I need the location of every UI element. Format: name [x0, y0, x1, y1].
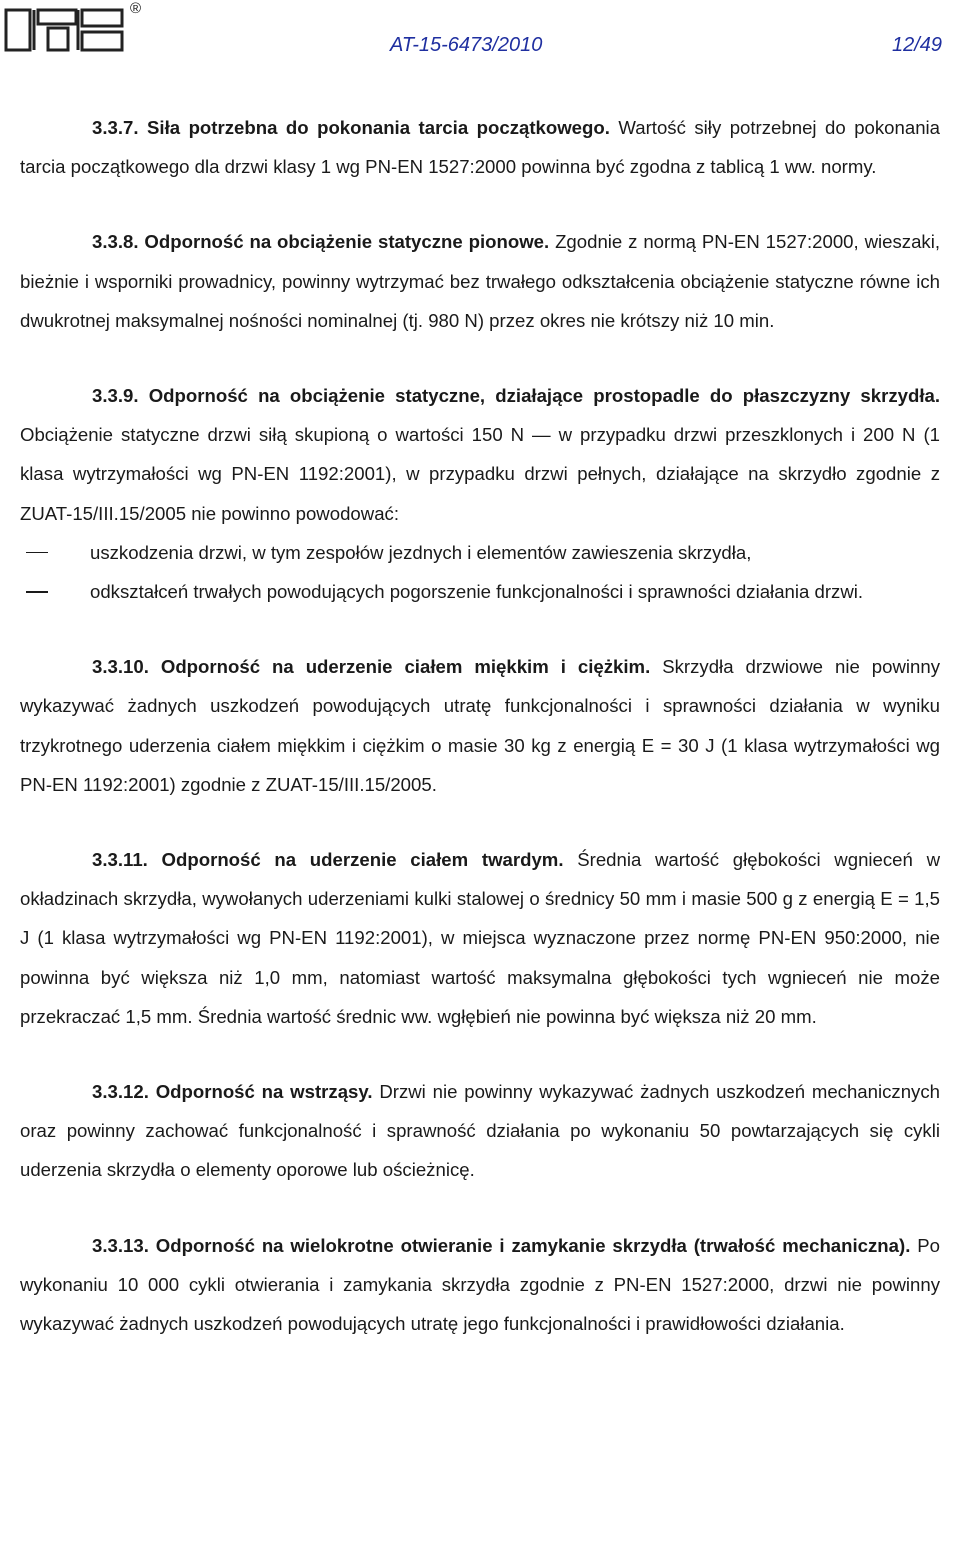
section-3-3-8	[20, 222, 940, 340]
section-title: Odporność na obciążenie statyczne, działające prostopadle do płaszczyzny skrzydła.	[148, 385, 941, 407]
section-number: 3.3.13.	[92, 1234, 149, 1256]
section-title: Siła potrzebna do pokonania tarcia początkowego.	[147, 117, 610, 138]
requirement-list	[20, 533, 940, 611]
section-3-3-9	[20, 376, 940, 533]
section-title: Odporność na wstrząsy.	[155, 1081, 373, 1103]
section-title: Odporność na wielokrotne otwieranie i zamykanie skrzydła (trwałość mechaniczna).	[155, 1234, 911, 1256]
section-title: Odporność na uderzenie ciałem miękkim i ciężkim.	[160, 656, 651, 678]
itb-logo	[4, 4, 126, 56]
list-item	[20, 533, 940, 572]
section-number: 3.3.12.	[92, 1081, 149, 1103]
section-number: 3.3.8.	[92, 231, 139, 253]
section-title: Odporność na uderzenie ciałem twardym.	[161, 849, 564, 871]
section-number: 3.3.10.	[92, 656, 149, 678]
section-text: Zgodnie z normą PN-EN 1527:2000, wieszaki, bieżnie i wsporniki prowadnicy, powinny wytrzymać bez trwałego odkształcenia obciążenie statyczne równe ich dwukrotnej maksymalnej nośności nominalnej (tj. 980 N) przez okres nie krótszy niż 10 min.	[20, 231, 940, 331]
section-text: Obciążenie statyczne drzwi siłą skupioną o wartości 150 N — w przypadku drzwi przeszklonych i 200 N (1 klasa wytrzymałości wg PN-EN 1192:2001), w przypadku drzwi pełnych, działające na skrzydło zgodnie z ZUAT-15/III.15/2005 nie powinno powodować:	[20, 424, 940, 524]
section-text: Wartość siły potrzebnej do pokonania tarcia początkowego dla drzwi klasy 1 wg PN-EN 1527:2000 powinna być zgodna z tablicą 1 ww. normy.	[20, 117, 941, 178]
section-text: Drzwi nie powinny wykazywać żadnych uszkodzeń mechanicznych oraz powinny zachować funkcjonalność i sprawność działania po wykonaniu 50 powtarzających się cykli uderzenia skrzydła o elementy oporowe lub ościeżnicę.	[20, 1081, 940, 1181]
list-item-text: uszkodzenia drzwi, w tym zespołów jezdnych i elementów zawieszenia skrzydła,	[90, 541, 752, 563]
section-3-3-13	[20, 1226, 940, 1344]
document-body	[20, 108, 940, 1343]
list-item-text: odkształceń trwałych powodujących pogorszenie funkcjonalności i sprawności działania drzwi.	[90, 581, 864, 603]
page-number: 12/49	[892, 34, 943, 56]
section-number: 3.3.9.	[92, 385, 139, 407]
section-3-3-10	[20, 647, 940, 804]
section-number: 3.3.7.	[92, 117, 139, 138]
section-number: 3.3.11.	[92, 849, 148, 871]
section-text: Po wykonaniu 10 000 cykli otwierania i zamykania skrzydła zgodnie z PN-EN 1527:2000, drzwi nie powinny wykazywać żadnych uszkodzeń powodujących utratę jego funkcjonalności i prawidłowości działania.	[20, 1234, 940, 1335]
section-3-3-12	[20, 1072, 940, 1190]
section-title: Odporność na obciążenie statyczne pionowe.	[144, 231, 550, 253]
section-3-3-7	[20, 108, 940, 186]
list-item	[20, 572, 940, 611]
page-header	[0, 0, 960, 70]
document-id: AT-15-6473/2010	[390, 34, 543, 56]
registered-mark: ®	[130, 0, 142, 17]
section-text: Skrzydła drzwiowe nie powinny wykazywać żadnych uszkodzeń powodujących utratę funkcjonalności i sprawności działania w wyniku trzykrotnego uderzenia ciałem miękkim i ciężkim o masie 30 kg z energią E = 30 J (1 klasa wytrzymałości wg PN-EN 1192:2001) zgodnie z ZUAT-15/III.15/2005.	[20, 656, 941, 795]
section-text: Średnia wartość głębokości wgnieceń w okładzinach skrzydła, wywołanych uderzeniami kulki stalowej o średnicy 50 mm i masie 500 g z energią E = 1,5 J (1 klasa wytrzymałości wg PN-EN 1192:2001), w miejsca wyznaczone przez normę PN-EN 950:2000, nie powinna być większa niż 1,0 mm, natomiast wartość maksymalna głębokości tych wgnieceń nie może przekraczać 1,5 mm. Średnia wartość średnic ww. wgłębień nie powinna być większa niż 20 mm.	[20, 849, 940, 1027]
section-3-3-11	[20, 840, 940, 1036]
